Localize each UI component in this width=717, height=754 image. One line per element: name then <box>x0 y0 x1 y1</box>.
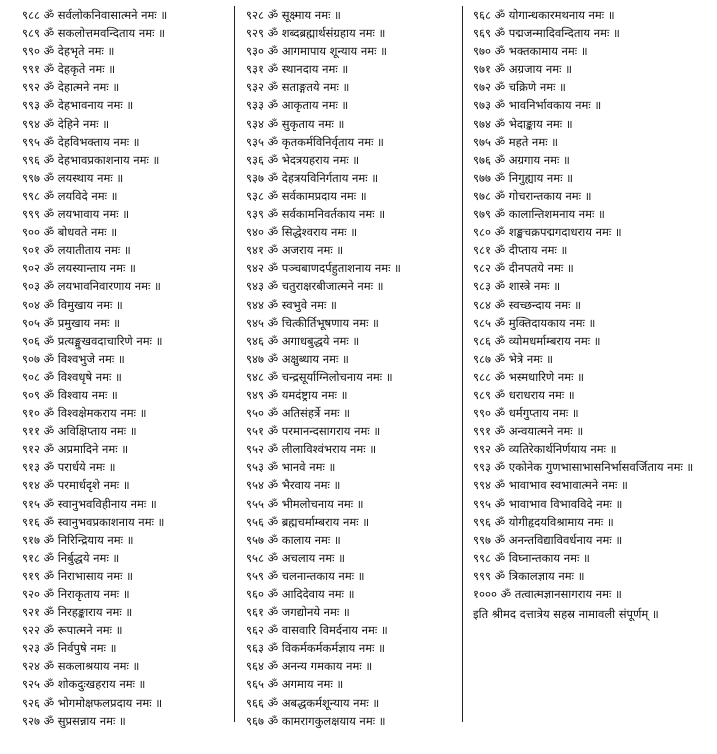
verse-line: ९२७ ॐ सुप्रसन्नाय नमः ॥ <box>22 713 126 728</box>
verse-line: ९०६ ॐ प्रत्यङ्मुखवदाचारिणे नमः ॥ <box>22 333 163 348</box>
verse-line: ९०० ॐ बोधवते नमः ॥ <box>22 225 118 240</box>
verse-line: ९२० ॐ निराकृताय नमः ॥ <box>22 587 130 601</box>
verse-line: ९८३ ॐ शास्त्रे नमः ॥ <box>473 279 561 294</box>
verse-line: ९७४ ॐ भेदाङ्काय नमः ॥ <box>473 116 573 131</box>
column-right <box>467 6 717 623</box>
verse-line: ९२५ ॐ शोकदुःखहराय नमः ॥ <box>22 677 146 692</box>
verse-line: ९११ ॐ अविक्षिप्ताय नमः ॥ <box>22 424 137 439</box>
verse-line: ९०४ ॐ विमुखाय नमः ॥ <box>22 297 123 312</box>
verse-line: ९१९ ॐ निराभासाय नमः ॥ <box>22 568 134 583</box>
verse-line: ९४१ ॐ अजराय नमः ॥ <box>246 243 344 258</box>
verse-line: ९९९ ॐ लयभावाय नमः ॥ <box>22 207 130 222</box>
verse-line: ९८८ ॐ भस्मधारिणे नमः ॥ <box>473 369 585 384</box>
verse-line: ९२१ ॐ निरहङ्काराय नमः ॥ <box>22 605 133 620</box>
verse-line: ९६० ॐ आदिदेवाय नमः ॥ <box>246 587 355 601</box>
verse-line: ९३२ ॐ सताङ्गतये नमः ॥ <box>246 80 350 95</box>
verse-line: ९२८ ॐ सूक्ष्माय नमः ॥ <box>246 8 341 22</box>
verse-line: ९५१ ॐ परमानन्दसागराय नमः ॥ <box>246 424 381 439</box>
verse-line: ९९३ ॐ एकोनेक गुणभासाभासनिर्भासवर्जिताय नमः ॥ <box>473 460 694 475</box>
verse-line: ९४७ ॐ अक्षुब्धाय नमः ॥ <box>246 351 349 366</box>
verse-line: ९६३ ॐ विकर्मकर्मकर्मज्ञाय नमः ॥ <box>246 641 386 656</box>
verse-line: ९४६ ॐ अगाधबुद्धये नमः ॥ <box>246 333 360 348</box>
verse-line: ९६५ ॐ अगमाय नमः ॥ <box>246 677 344 692</box>
verse-line: ९९७ ॐ अनन्तविद्याविवर्धनाय नमः ॥ <box>473 532 623 547</box>
verse-line: ९२९ ॐ शब्दब्रह्मार्थसंग्रहाय नमः ॥ <box>246 26 386 41</box>
verse-line: ९९२ ॐ देहात्मने नमः ॥ <box>22 80 120 95</box>
verse-line: ९७६ ॐ अग्रगाय नमः ॥ <box>473 152 570 167</box>
verse-line: ९१७ ॐ निरिन्द्रियाय नमः ॥ <box>22 532 134 547</box>
verse-line: ९३६ ॐ भेदत्रयहराय नमः ॥ <box>246 152 360 167</box>
verse-line: ९२३ ॐ निर्वपुषे नमः ॥ <box>22 641 117 656</box>
verse-line: ९३१ ॐ स्थानदाय नमः ॥ <box>246 62 349 77</box>
verse-line: ९९८ ॐ विघ्नान्तकाय नमः ॥ <box>473 550 590 565</box>
verse-line: ९६६ ॐ अबद्धकर्मशून्याय नमः ॥ <box>246 695 380 710</box>
verse-line: ९०२ ॐ लयस्यान्ताय नमः ॥ <box>22 261 136 276</box>
verse-line: ९९७ ॐ लयस्थाय नमः ॥ <box>22 170 124 185</box>
verse-line: ९०५ ॐ प्रमुखाय नमः ॥ <box>22 315 120 330</box>
verse-line: ९६२ ॐ वासवारि विमर्दनाय नमः ॥ <box>246 623 388 638</box>
verse-line: ९४९ ॐ यमदंष्ट्राय नमः ॥ <box>246 387 348 402</box>
verse-line: ९५५ ॐ भीमलोचनाय नमः ॥ <box>246 496 364 511</box>
verse-line: ९३४ ॐ सुकृताय नमः ॥ <box>246 116 345 131</box>
verse-line: ९६९ ॐ पद्मजन्मादिवन्दिताय नमः ॥ <box>473 26 620 41</box>
verse-line: ९९१ ॐ अन्वयात्मने नमः ॥ <box>473 424 584 439</box>
verse-line: ९७८ ॐ गोचरान्तकाय नमः ॥ <box>473 188 592 203</box>
verse-line: ९०३ ॐ लयभावनिवारणाय नमः ॥ <box>22 279 161 294</box>
verse-line: ९०९ ॐ विश्वाय नमः ॥ <box>22 387 118 402</box>
column-divider <box>462 6 463 722</box>
column-left <box>0 6 232 730</box>
verse-line: ९५६ ॐ ब्रह्मचर्माम्बराय नमः ॥ <box>246 514 370 529</box>
verse-line: ९३८ ॐ सर्वकामप्रदाय नमः ॥ <box>246 188 367 203</box>
column-middle <box>238 6 462 730</box>
verse-line: ९९९ ॐ त्रिकालज्ञाय नमः ॥ <box>473 568 585 583</box>
verse-line: ९७७ ॐ निगुह्याय नमः ॥ <box>473 170 574 185</box>
verse-line: ९८८ ॐ सर्वलोकनिवासात्मने नमः ॥ <box>22 8 168 22</box>
verse-line: ९३० ॐ आगमापाय शून्याय नमः ॥ <box>246 44 387 59</box>
verse-line: ९५३ ॐ भानवे नमः ॥ <box>246 460 336 475</box>
verse-line: १००० ॐ तत्वात्मज्ञानसागराय नमः ॥ <box>473 587 622 601</box>
verse-line: ९७० ॐ भक्तकामाय नमः ॥ <box>473 44 588 59</box>
verse-line: ९५२ ॐ लीलाविश्वंभराय नमः ॥ <box>246 442 377 457</box>
verse-line: ९९६ ॐ योगीहृदयविश्रामाय नमः ॥ <box>473 514 614 529</box>
verse-line: ९८२ ॐ दीनपतये नमः ॥ <box>473 261 574 276</box>
verse-line: ९७३ ॐ भावनिर्भावकाय नमः ॥ <box>473 98 602 113</box>
verse-line: ९१२ ॐ अप्रमादिने नमः ॥ <box>22 442 129 457</box>
verse-line: ९५९ ॐ चलनान्तकाय नमः ॥ <box>246 568 365 583</box>
verse-line: ९९४ ॐ भावाभाव स्वभावात्मने नमः ॥ <box>473 478 628 493</box>
verse-line: ९९० ॐ धर्मगुप्ताय नमः ॥ <box>473 406 579 421</box>
verse-line: ९५४ ॐ भैरवाय नमः ॥ <box>246 478 341 493</box>
verse-line: ९९८ ॐ लयविदे नमः ॥ <box>22 188 118 203</box>
verse-line: ९१३ ॐ परार्धये नमः ॥ <box>22 460 116 475</box>
verse-line: ९९२ ॐ व्यतिरेकार्थनिर्णयाय नमः ॥ <box>473 442 617 457</box>
verse-line: ९५७ ॐ कालाय नमः ॥ <box>246 532 341 547</box>
verse-line: ९४० ॐ सिद्धेश्वराय नमः ॥ <box>246 225 358 240</box>
verse-line: ९१६ ॐ स्वानुभवप्रकाशनाय नमः ॥ <box>22 514 165 529</box>
verse-line: ९८९ ॐ धराधराय नमः ॥ <box>473 387 575 402</box>
verse-line: ९६७ ॐ कामरागकुलक्षयाय नमः ॥ <box>246 713 386 728</box>
verse-line: ९१८ ॐ निर्बुद्धये नमः ॥ <box>22 550 120 565</box>
verse-line: ९१४ ॐ परमार्धदृशे नमः ॥ <box>22 478 130 493</box>
verse-line: ९८९ ॐ सकलोत्तमवन्दिताय नमः ॥ <box>22 26 165 41</box>
verse-line: ९३३ ॐ आकृताय नमः ॥ <box>246 98 349 113</box>
verse-line: ९०७ ॐ विश्वभुजे नमः ॥ <box>22 351 125 366</box>
verse-line: ९३९ ॐ सर्वकामनिवर्तकाय नमः ॥ <box>246 207 386 222</box>
verse-line: ९९० ॐ देहभृते नमः ॥ <box>22 44 115 59</box>
verse-line: ९८४ ॐ स्वच्छन्दाय नमः ॥ <box>473 297 581 312</box>
verse-line: ९४३ ॐ चतुराक्षरबीजात्मने नमः ॥ <box>246 279 384 294</box>
verse-line: ९५८ ॐ अचलाय नमः ॥ <box>246 550 346 565</box>
verse-line: ९९५ ॐ देहविभक्ताय नमः ॥ <box>22 134 140 149</box>
verse-line: ९२४ ॐ सकलाश्रयाय नमः ॥ <box>22 659 140 674</box>
verse-line: ९८० ॐ शङ्खचक्रपद्मगदाधराय नमः ॥ <box>473 225 622 240</box>
verse-line: ९२२ ॐ रूपात्मने नमः ॥ <box>22 623 123 638</box>
verse-line: ९७२ ॐ चक्रिणे नमः ॥ <box>473 80 566 95</box>
verse-line: ९५० ॐ अतिसंहर्त्रे नमः ॥ <box>246 406 351 421</box>
verse-line: ९९५ ॐ भावाभाव विभावविदे नमः ॥ <box>473 496 623 511</box>
verse-line: ९४४ ॐ स्वभुवे नमः ॥ <box>246 297 337 312</box>
verse-line: ९४८ ॐ चन्द्रसूर्याग्निलोचनाय नमः ॥ <box>246 369 393 384</box>
verse-line: ९३७ ॐ देहत्रयविनिर्गताय नमः ॥ <box>246 170 379 185</box>
verse-line: ९०१ ॐ लयातीताय नमः ॥ <box>22 243 131 258</box>
verse-line: ९२६ ॐ भोगमोक्षफलप्रदाय नमः ॥ <box>22 695 163 710</box>
column-divider <box>234 6 235 722</box>
verse-line: ९३५ ॐ कृतकर्मविनिर्वृताय नमः ॥ <box>246 134 384 149</box>
verse-line: ९९४ ॐ देहिने नमः ॥ <box>22 116 110 131</box>
verse-line: ९८१ ॐ दीप्ताय नमः ॥ <box>473 243 568 258</box>
verse-line: ९९६ ॐ देहभावप्रकाशनाय नमः ॥ <box>22 152 160 167</box>
verse-line: ९६१ ॐ जगद्योनये नमः ॥ <box>246 605 350 620</box>
verse-line: ९७५ ॐ महते नमः ॥ <box>473 134 559 149</box>
verse-line: ९१५ ॐ स्वानुभवविहीनाय नमः ॥ <box>22 496 157 511</box>
verse-line: ९७९ ॐ कालान्तिशमनाय नमः ॥ <box>473 207 605 222</box>
verse-line: ९६८ ॐ योगान्धकारमथनाय नमः ॥ <box>473 8 615 22</box>
verse-line: ९८५ ॐ मुक्तिदायकाय नमः ॥ <box>473 315 596 330</box>
verse-line: ९१० ॐ विश्वक्षेमकराय नमः ॥ <box>22 406 147 421</box>
closing-line: इति श्रीमद दत्तात्रेय सहस्र नामावली संपूर्णम् ॥ <box>473 607 659 622</box>
verse-line: ९०८ ॐ विश्वधृषे नमः ॥ <box>22 369 122 384</box>
verse-line: ९७१ ॐ अग्रजाय नमः ॥ <box>473 62 572 77</box>
verse-line: ९६४ ॐ अनन्य गमकाय नमः ॥ <box>246 659 373 674</box>
verse-line: ९४५ ॐ चित्कीर्तिभूषणाय नमः ॥ <box>246 315 379 330</box>
verse-line: ९९१ ॐ देहकृते नमः ॥ <box>22 62 116 77</box>
verse-line: ९९३ ॐ देहभावनाय नमः ॥ <box>22 98 134 113</box>
verse-line: ९४२ ॐ पञ्चबाणदर्पहुताशनाय नमः ॥ <box>246 261 401 276</box>
verse-line: ९८७ ॐ भेत्रे नमः ॥ <box>473 351 553 366</box>
verse-line: ९८६ ॐ व्योमधर्माम्बराय नमः ॥ <box>473 333 601 348</box>
